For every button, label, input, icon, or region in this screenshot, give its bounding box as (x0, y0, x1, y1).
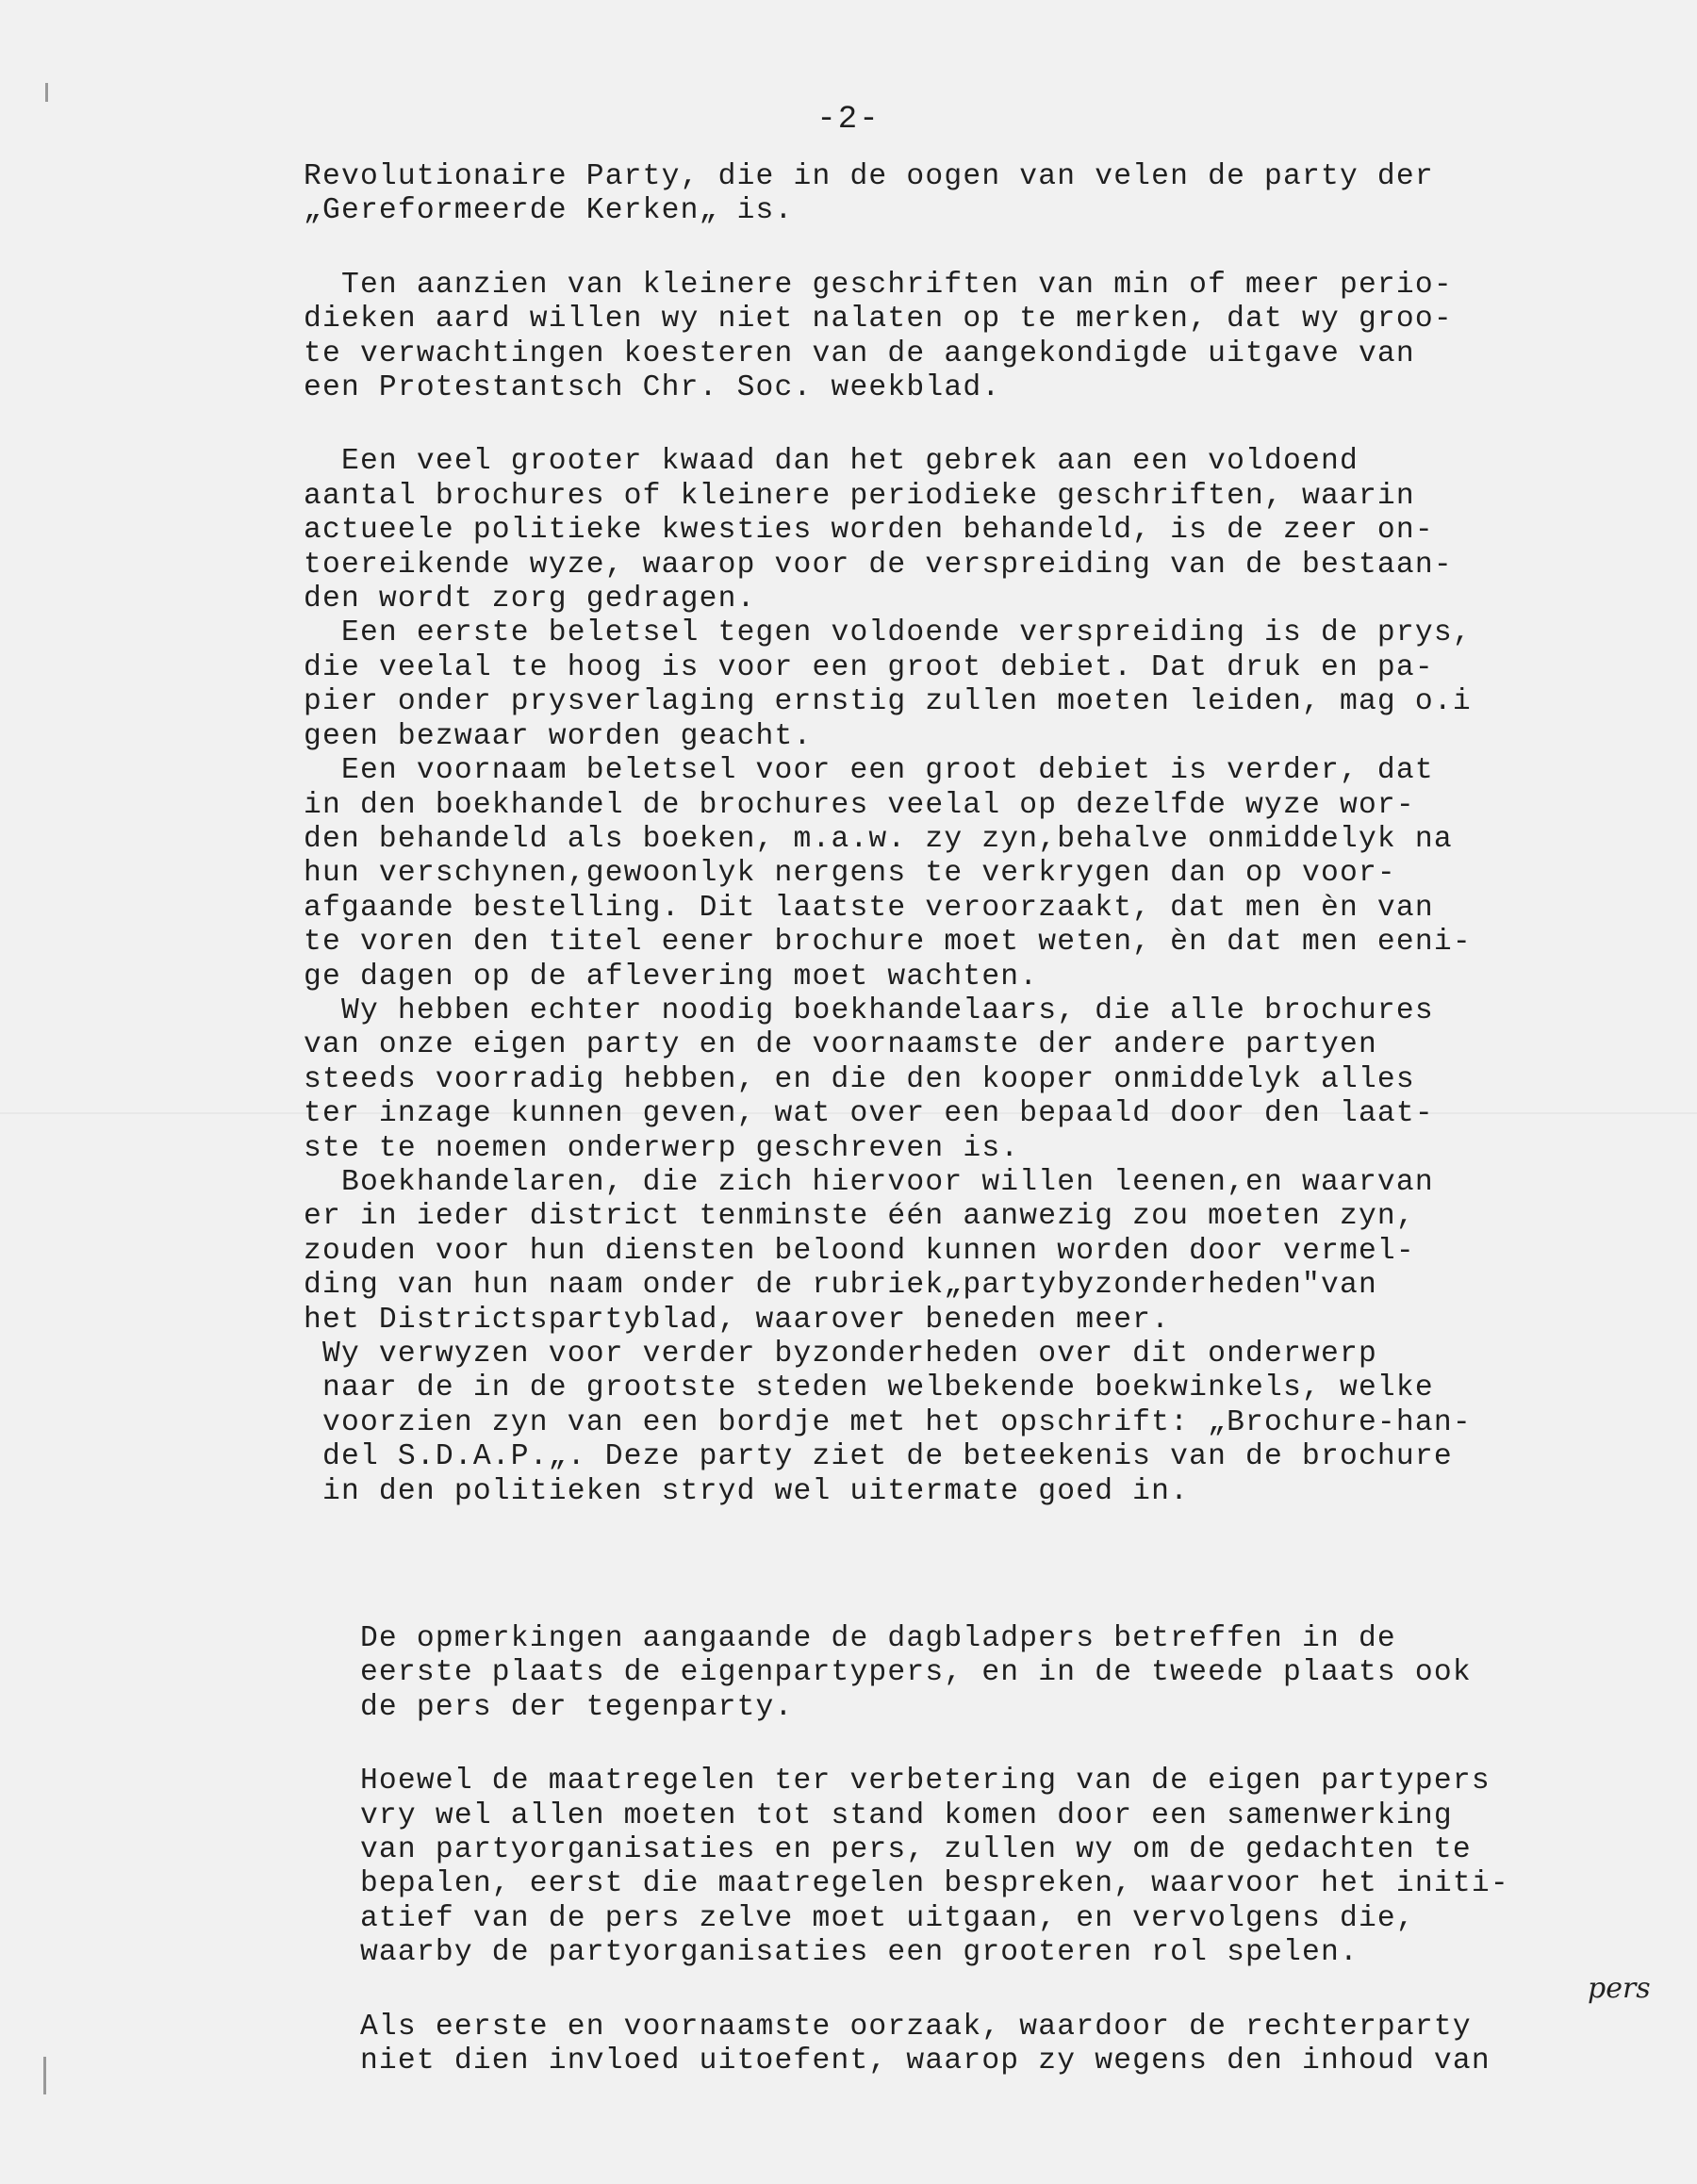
text-line: de pers der tegenparty. (304, 1690, 794, 1724)
typed-body (304, 160, 1661, 2079)
text-line: den wordt zorg gedragen. (304, 583, 756, 616)
text-line: niet dien invloed uitoefent, waarop zy wegens den inhoud van (304, 2044, 1491, 2078)
text-line: atief van de pers zelve moet uitgaan, en vervolgens die, (304, 1901, 1415, 1935)
text-line: eerste plaats de eigenpartypers, en in de tweede plaats ook (304, 1656, 1472, 1690)
text-line: aantal brochures of kleinere periodieke geschriften, waarin (304, 479, 1415, 513)
text-line: dieken aard willen wy niet nalaten op te merken, dat wy groo- (304, 303, 1453, 337)
text-line: ter inzage kunnen geven, wat over een bepaald door den laat- (304, 1097, 1434, 1131)
text-line: Een voornaam beletsel voor een groot debiet is verder, dat (304, 754, 1434, 788)
text-line: pier onder prysverlaging ernstig zullen moeten leiden, mag o.i (304, 685, 1472, 719)
paragraph-1 (304, 160, 1661, 229)
text-line: actueele politieke kwesties worden behandeld, is de zeer on- (304, 514, 1434, 548)
text-line: bepalen, eerst die maatregelen bespreken, waarvoor het initi- (304, 1867, 1509, 1901)
text-line: van onze eigen party en de voornaamste der andere partyen (304, 1028, 1377, 1062)
paragraph-6 (304, 2011, 1661, 2079)
text-line: De opmerkingen aangaande de dagbladpers betreffen in de (304, 1622, 1396, 1656)
text-line: waarby de partyorganisaties een grooteren rol spelen. (304, 1936, 1359, 1970)
text-line: steeds voorradig hebben, en die den kooper onmiddelyk alles (304, 1062, 1415, 1096)
text-line: Boekhandelaren, die zich hiervoor willen leenen,en waarvan (304, 1165, 1434, 1199)
text-line: Als eerste en voornaamste oorzaak, waardoor de rechterparty (304, 2010, 1472, 2044)
text-line: vry wel allen moeten tot stand komen door een samenwerking (304, 1798, 1453, 1832)
text-line: Hoewel de maatregelen ter verbetering van de eigen partypers (304, 1765, 1491, 1798)
text-line: er in ieder district tenminste één aanwezig zou moeten zyn, (304, 1200, 1415, 1234)
text-line: voorzien zyn van een bordje met het opschrift: „Brochure-han- (304, 1405, 1472, 1439)
text-line: die veelal te hoog is voor een groot debiet. Dat druk en pa- (304, 650, 1434, 684)
text-line: „Gereformeerde Kerken„ is. (304, 194, 794, 228)
text-line: in den politieken stryd wel uitermate goed in. (304, 1474, 1190, 1508)
text-line: toereikende wyze, waarop voor de verspreiding van de bestaan- (304, 548, 1453, 582)
paragraph-3 (304, 445, 1661, 1509)
handwritten-annotation: pers (1588, 1972, 1651, 2005)
page-number: -2- (816, 102, 881, 138)
text-line: Ten aanzien van kleinere geschriften van min of meer perio- (304, 268, 1453, 302)
text-line: ding van hun naam onder de rubriek„partybyzonderheden"van (304, 1269, 1377, 1303)
text-line: in den boekhandel de brochures veelal op dezelfde wyze wor- (304, 788, 1415, 822)
text-line: te voren den titel eener brochure moet weten, èn dat men eeni- (304, 926, 1472, 960)
text-line: Een veel grooter kwaad dan het gebrek aan een voldoend (304, 445, 1359, 479)
text-line: Een eerste beletsel tegen voldoende verspreiding is de prys, (304, 616, 1472, 650)
paragraph-5 (304, 1765, 1661, 1970)
text-line: hun verschynen,gewoonlyk nergens te verkrygen dan op voor- (304, 857, 1396, 891)
text-line: Revolutionaire Party, die in de oogen van velen de party der (304, 160, 1434, 193)
text-line: afgaande bestelling. Dit laatste veroorzaakt, dat men èn van (304, 891, 1434, 925)
text-line: een Protestantsch Chr. Soc. weekblad. (304, 371, 1001, 405)
text-line: van partyorganisaties en pers, zullen wy om de gedachten te (304, 1833, 1472, 1867)
paragraph-2 (304, 269, 1661, 406)
margin-mark (43, 2057, 46, 2094)
text-line: del S.D.A.P.„. Deze party ziet de beteekenis van de brochure (304, 1440, 1453, 1474)
text-line: Wy hebben echter noodig boekhandelaars, die alle brochures (304, 993, 1434, 1027)
text-line: zouden voor hun diensten beloond kunnen worden door vermel- (304, 1234, 1415, 1268)
text-line: Wy verwyzen voor verder byzonderheden over dit onderwerp (304, 1338, 1377, 1371)
paragraph-4 (304, 1622, 1661, 1725)
text-line: naar de in de grootste steden welbekende boekwinkels, welke (304, 1371, 1434, 1405)
text-line: geen bezwaar worden geacht. (304, 719, 813, 753)
text-line: ste te noemen onderwerp geschreven is. (304, 1131, 1020, 1165)
margin-mark (45, 83, 48, 102)
text-line: te verwachtingen koesteren van de aangekondigde uitgave van (304, 337, 1415, 370)
text-line: den behandeld als boeken, m.a.w. zy zyn,behalve onmiddelyk na (304, 822, 1453, 856)
text-line: ge dagen op de aflevering moet wachten. (304, 960, 1039, 993)
text-line: het Districtspartyblad, waarover beneden meer. (304, 1303, 1171, 1337)
